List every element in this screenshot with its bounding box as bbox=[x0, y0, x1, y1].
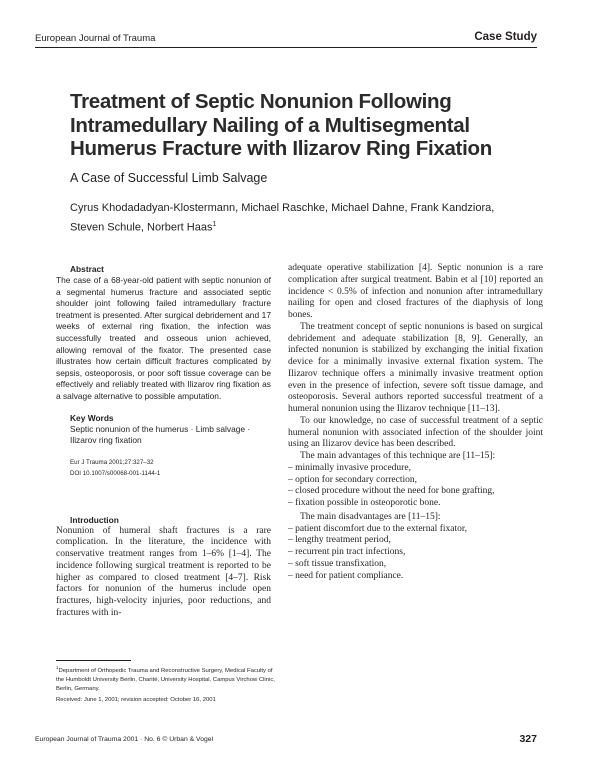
introduction-text: Nonunion of humeral shaft fractures is a rare complication. In the literature, the incidence with conservative treatment ranges from 1–6% [1–4]. The incidence following surgical treatment is reported to be higher as compared to closed treatment [4–7]. Risk factors for nonunion of the humerus include open fractures, high-velocity injuries, poor reductions, and fractures with in- bbox=[56, 525, 271, 618]
advantages-intro: The main advantages of this technique are [11–15]: bbox=[300, 451, 496, 461]
article-title: Treatment of Septic Nonunion Following Intramedullary Nailing of a Multisegmental Humerus Fracture with Ilizarov Ring Fixation bbox=[70, 90, 492, 160]
footnote-mark: 1 bbox=[56, 665, 59, 670]
list-item: – closed procedure without the need for bone grafting, bbox=[288, 486, 543, 498]
introduction-section bbox=[56, 514, 271, 620]
journal-reference: Eur J Trauma 2001;27:327–32 bbox=[70, 458, 154, 466]
body-paragraph-1: adequate operative stabilization [4]. Septic nonunion is a rare complication after surgical treatment. Babin et al [10] reported an incidence < 0.5% of infection and nonunion after intramedullary nailing for open and closed fractures of the diaphysis of long bones. bbox=[288, 263, 543, 320]
list-item: – option for secondary correction, bbox=[288, 475, 543, 487]
header-divider bbox=[35, 47, 537, 48]
list-item: – minimally invasive procedure, bbox=[288, 463, 543, 475]
keywords-heading: Key Words bbox=[70, 412, 114, 423]
left-column bbox=[56, 263, 271, 620]
journal-name: European Journal of Trauma bbox=[35, 33, 156, 44]
advantages-list bbox=[288, 463, 543, 510]
keywords-section bbox=[56, 412, 271, 447]
list-item: – fixation possible in osteoporotic bone. bbox=[288, 498, 543, 510]
doi: DOI 10.1007/s00068-001-1144-1 bbox=[70, 469, 161, 477]
right-column bbox=[288, 263, 543, 582]
affiliation-footnote bbox=[56, 663, 281, 694]
page-footer: European Journal of Trauma 2001 · No. 6 © Urban & Vogel bbox=[35, 736, 214, 743]
disadvantages-intro: The main disadvantages are [11–15]: bbox=[300, 511, 441, 522]
introduction-heading: Introduction bbox=[70, 514, 119, 525]
abstract-section bbox=[56, 263, 271, 403]
footnote-divider bbox=[56, 660, 131, 661]
author-names: Cyrus Khodadadyan-Klostermann, Michael Raschke, Michael Dahne, Frank Kandziora, Steven Schule, Norbert Haas bbox=[70, 202, 495, 234]
article-subtitle: A Case of Successful Limb Salvage bbox=[70, 171, 268, 185]
affiliation-text: Department of Orthopedic Trauma and Reconstructive Surgery, Medical Faculty of the Humboldt University Berlin, Charité, University Hospital, Campus Virchow Clinic, Berlin, Germany. bbox=[56, 667, 275, 692]
list-item: – soft tissue transfixation, bbox=[288, 559, 543, 571]
section-label: Case Study bbox=[474, 31, 537, 43]
disadvantages-list bbox=[288, 524, 543, 583]
received-date: Received: June 1, 2001; revision accepted: October 16, 2001 bbox=[56, 697, 216, 703]
list-item: – lengthy treatment period, bbox=[288, 535, 543, 547]
body-paragraph-3: To our knowledge, no case of successful treatment of a septic humeral nonunion with associated infection of the shoulder joint using an Ilizarov device has been described. bbox=[288, 415, 543, 450]
page-number: 327 bbox=[519, 733, 537, 745]
citation-block bbox=[56, 457, 271, 479]
body-paragraph-2: The treatment concept of septic nonunions is based on surgical debridement and adequate stabilization [8, 9]. Generally, an infected nonunion is stabilized by exchanging the initial fixation device for a minimally invasive external fixation system. The Ilizarov technique offers a minimally invasive treatment option even in the presence of infection, severe soft tissue damage, and osteoporosis. Several authors reported successful treatment of a humeral nonunion using the Ilizarov technique [11–13]. bbox=[288, 321, 543, 414]
author-footnote-mark: 1 bbox=[212, 220, 217, 228]
author-list bbox=[70, 201, 530, 236]
list-item: – need for patient compliance. bbox=[288, 571, 543, 583]
list-item: – patient discomfort due to the external fixator, bbox=[288, 524, 543, 536]
abstract-heading: Abstract bbox=[70, 264, 104, 274]
list-item: – recurrent pin tract infections, bbox=[288, 547, 543, 559]
keywords-text: Septic nonunion of the humerus · Limb salvage · Ilizarov ring fixation bbox=[70, 423, 251, 446]
abstract-text: The case of a 68-year-old patient with septic nonunion of a segmental humerus fracture and associated septic shoulder joint following failed intramedullary fracture treatment is presented. After surgical debridement and 17 weeks of external ring fixation, the infection was successfully treated and osseous union achieved, allowing removal of the fixator. The presented case illustrates how certain difficult fractures complicated by sepsis, osteoporosis, or poor soft tissue coverage can be effectively and reliably treated with Ilizarov ring fixation as a salvage alternative to possible amputation. bbox=[56, 275, 271, 401]
